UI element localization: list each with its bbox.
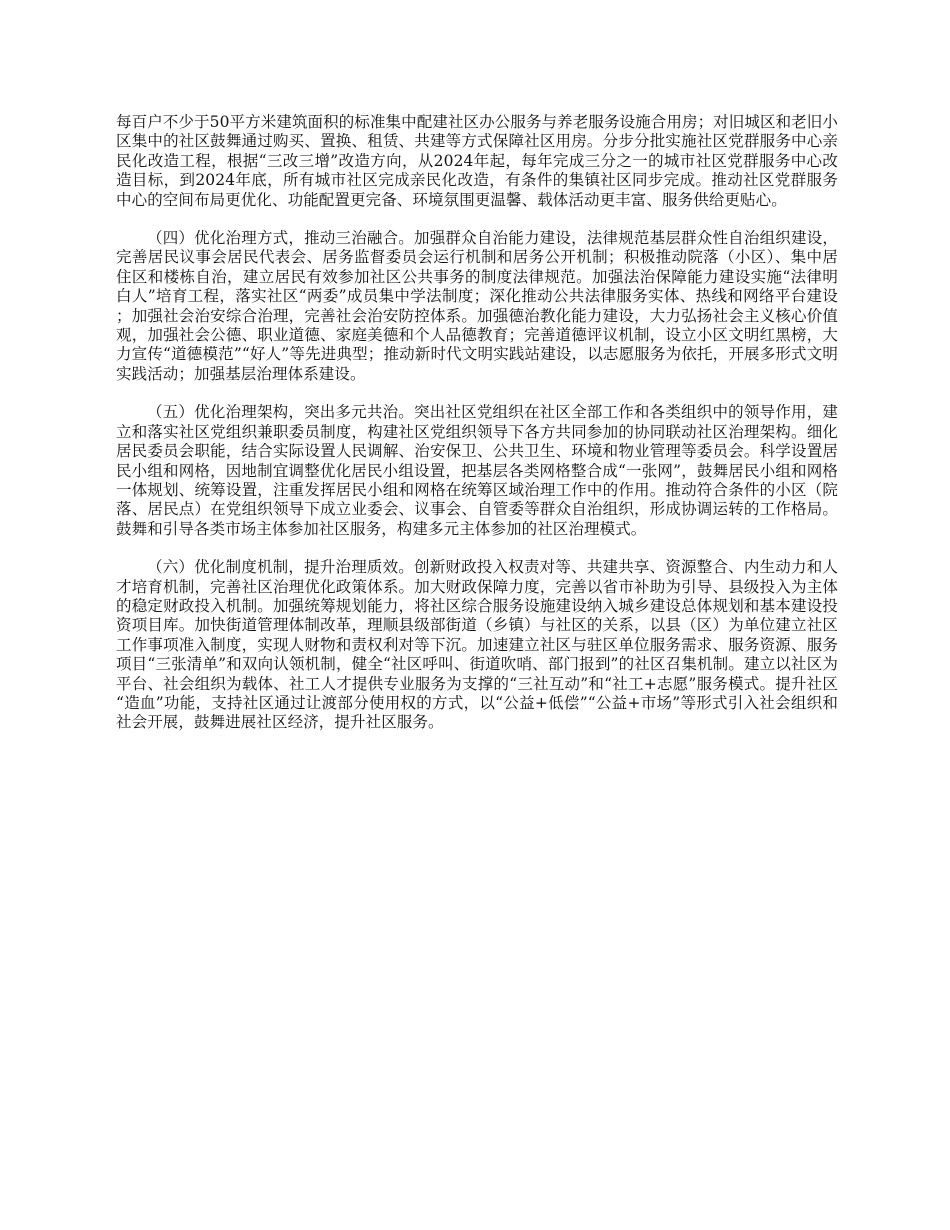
paragraph-governance-method: （四）优化治理方式，推动三治融合。加强群众自治能力建设，法律规范基层群众性自治组织建设，完善居民议事会居民代表会、居务监督委员会运行机制和居务公开机制；积极推动院落（小区）、集中居住区和楼栋自治，建立居民有效参加社区公共事务的制度法律规范。加强法治保障能力建设实施“法律明白人”培育工程，落实社区“两委”成员集中学法制度；深化推动公共法律服务实体、热线和网络平台建设；加强社会治安综合治理，完善社会治安防控体系。加强德治教化能力建设，大力弘扬社会主义核心价值观，加强社会公德、职业道德、家庭美德和个人品德教育；完善道德评议机制，设立小区文明红黑榜，大力宣传“道德模范”“好人”等先进典型；推动新时代文明实践站建设，以志愿服务为依托，开展多形式文明实践活动；加强基层治理体系建设。 [116,229,838,383]
document-page [116,113,838,733]
paragraph-governance-structure: （五）优化治理架构，突出多元共治。突出社区党组织在社区全部工作和各类组织中的领导作用，建立和落实社区党组织兼职委员制度，构建社区党组织领导下各方共同参加的协同联动社区治理架构。细化居民委员会职能，结合实际设置人民调解、治安保卫、公共卫生、环境和物业管理等委员会。科学设置居民小组和网格，因地制宜调整优化居民小组设置，把基层各类网格整合成“一张网”，鼓舞居民小组和网格一体规划、统筹设置，注重发挥居民小组和网格在统筹区域治理工作中的作用。推动符合条件的小区（院落、居民点）在党组织领导下成立业委会、议事会、自管委等群众自治组织，形成协调运转的工作格局。鼓舞和引导各类市场主体参加社区服务，构建多元主体参加的社区治理模式。 [116,403,838,538]
paragraph-facilities: 每百户不少于50平方米建筑面积的标准集中配建社区办公服务与养老服务设施合用房；对旧城区和老旧小区集中的社区鼓舞通过购买、置换、租赁、共建等方式保障社区用房。分步分批实施社区党群服务中心亲民化改造工程，根据“三改三增”改造方向，从2024年起，每年完成三分之一的城市社区党群服务中心改造目标，到2024年底，所有城市社区完成亲民化改造，有条件的集镇社区同步完成。推动社区党群服务中心的空间布局更优化、功能配置更完备、环境氛围更温馨、载体活动更丰富、服务供给更贴心。 [116,113,838,209]
paragraph-institutional-mechanism: （六）优化制度机制，提升治理质效。创新财政投入权责对等、共建共享、资源整合、内生动力和人才培育机制，完善社区治理优化政策体系。加大财政保障力度，完善以省市补助为引导、县级投入为主体的稳定财政投入机制。加强统筹规划能力，将社区综合服务设施建设纳入城乡建设总体规划和基本建设投资项目库。加快街道管理体制改革，理顺县级部街道（乡镇）与社区的关系，以县（区）为单位建立社区工作事项准入制度，实现人财物和责权利对等下沉。加速建立社区与驻区单位服务需求、服务资源、服务项目“三张清单”和双向认领机制，健全“社区呼叫、街道吹哨、部门报到”的社区召集机制。建立以社区为平台、社会组织为载体、社工人才提供专业服务为支撑的“三社互动”和“社工+志愿”服务模式。提升社区“造血”功能，支持社区通过让渡部分使用权的方式，以“公益+低偿”“公益+市场”等形式引入社会组织和社会开展，鼓舞进展社区经济，提升社区服务。 [116,558,838,732]
